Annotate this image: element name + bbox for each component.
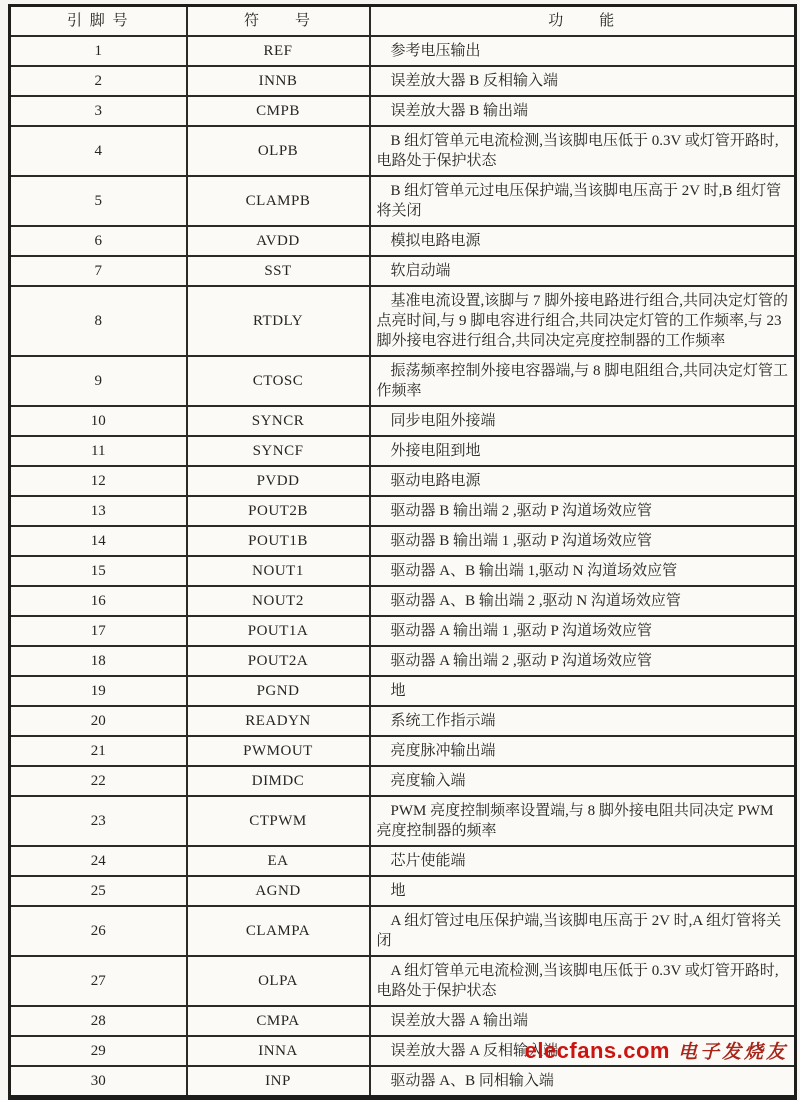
pin-number-cell: 16 — [10, 586, 187, 616]
table-row — [10, 956, 796, 1006]
pin-number-cell: 21 — [10, 736, 187, 766]
table-row — [10, 226, 796, 256]
table-row — [10, 406, 796, 436]
table-row — [10, 466, 796, 496]
pin-number-cell: 14 — [10, 526, 187, 556]
function-cell: 同步电阻外接端 — [370, 406, 796, 436]
pin-number-cell: 12 — [10, 466, 187, 496]
table-row — [10, 356, 796, 406]
table-row — [10, 526, 796, 556]
table-row — [10, 436, 796, 466]
table-row — [10, 796, 796, 846]
function-cell: 误差放大器 B 输出端 — [370, 96, 796, 126]
table-row — [10, 496, 796, 526]
table-row — [10, 286, 796, 356]
table-row — [10, 706, 796, 736]
pin-number-cell: 6 — [10, 226, 187, 256]
symbol-cell: PWMOUT — [187, 736, 370, 766]
function-cell: 芯片使能端 — [370, 846, 796, 876]
pin-number-cell: 24 — [10, 846, 187, 876]
function-cell: 驱动器 A、B 同相输入端 — [370, 1066, 796, 1098]
pin-number-cell: 9 — [10, 356, 187, 406]
table-row — [10, 846, 796, 876]
pin-number-cell: 26 — [10, 906, 187, 956]
pin-function-table — [8, 4, 797, 1100]
function-cell: PWM 亮度控制频率设置端,与 8 脚外接电阻共同决定 PWM 亮度控制器的频率 — [370, 796, 796, 846]
symbol-cell: INNA — [187, 1036, 370, 1066]
table-row — [10, 766, 796, 796]
function-cell: B 组灯管单元过电压保护端,当该脚电压高于 2V 时,B 组灯管将关闭 — [370, 176, 796, 226]
column-header-symbol: 符 号 — [187, 6, 370, 37]
function-cell: A 组灯管过电压保护端,当该脚电压高于 2V 时,A 组灯管将关闭 — [370, 906, 796, 956]
symbol-cell: AGND — [187, 876, 370, 906]
function-cell: A 组灯管单元电流检测,当该脚电压低于 0.3V 或灯管开路时,电路处于保护状态 — [370, 956, 796, 1006]
function-cell: 驱动器 A、B 输出端 1,驱动 N 沟道场效应管 — [370, 556, 796, 586]
symbol-cell: CLAMPA — [187, 906, 370, 956]
pin-number-cell: 3 — [10, 96, 187, 126]
column-header-pin-number: 引 脚 号 — [10, 6, 187, 37]
symbol-cell: CMPA — [187, 1006, 370, 1036]
pin-number-cell: 23 — [10, 796, 187, 846]
symbol-cell: DIMDC — [187, 766, 370, 796]
table-row — [10, 96, 796, 126]
function-cell: 模拟电路电源 — [370, 226, 796, 256]
symbol-cell: CTPWM — [187, 796, 370, 846]
pin-number-cell: 4 — [10, 126, 187, 176]
symbol-cell: SST — [187, 256, 370, 286]
table-row — [10, 36, 796, 66]
function-cell: 亮度脉冲输出端 — [370, 736, 796, 766]
symbol-cell: POUT2A — [187, 646, 370, 676]
pin-number-cell: 5 — [10, 176, 187, 226]
function-cell: 驱动器 A 输出端 2 ,驱动 P 沟道场效应管 — [370, 646, 796, 676]
symbol-cell: CMPB — [187, 96, 370, 126]
function-cell: 驱动器 A 输出端 1 ,驱动 P 沟道场效应管 — [370, 616, 796, 646]
elecfans-watermark — [525, 1037, 788, 1064]
function-cell: 误差放大器 A 输出端 — [370, 1006, 796, 1036]
pin-number-cell: 11 — [10, 436, 187, 466]
pin-number-cell: 22 — [10, 766, 187, 796]
function-cell: 振荡频率控制外接电容器端,与 8 脚电阻组合,共同决定灯管工作频率 — [370, 356, 796, 406]
symbol-cell: PVDD — [187, 466, 370, 496]
table-row — [10, 586, 796, 616]
table-row — [10, 256, 796, 286]
symbol-cell: POUT1A — [187, 616, 370, 646]
table-header — [10, 6, 796, 37]
table-row — [10, 1066, 796, 1098]
function-cell: 亮度输入端 — [370, 766, 796, 796]
pin-number-cell: 19 — [10, 676, 187, 706]
table-row — [10, 176, 796, 226]
table-row — [10, 876, 796, 906]
symbol-cell: OLPB — [187, 126, 370, 176]
table-row — [10, 646, 796, 676]
pin-number-cell: 28 — [10, 1006, 187, 1036]
table-row — [10, 126, 796, 176]
function-cell: 驱动器 A、B 输出端 2 ,驱动 N 沟道场效应管 — [370, 586, 796, 616]
function-cell: 软启动端 — [370, 256, 796, 286]
symbol-cell: READYN — [187, 706, 370, 736]
table-row — [10, 616, 796, 646]
symbol-cell: CLAMPB — [187, 176, 370, 226]
pin-number-cell: 10 — [10, 406, 187, 436]
pin-number-cell: 29 — [10, 1036, 187, 1066]
pin-number-cell: 7 — [10, 256, 187, 286]
function-cell: 误差放大器 B 反相输入端 — [370, 66, 796, 96]
pin-number-cell: 15 — [10, 556, 187, 586]
table-row — [10, 736, 796, 766]
table-row — [10, 676, 796, 706]
function-cell: 驱动器 B 输出端 2 ,驱动 P 沟道场效应管 — [370, 496, 796, 526]
symbol-cell: POUT1B — [187, 526, 370, 556]
table-header-row — [10, 6, 796, 37]
symbol-cell: AVDD — [187, 226, 370, 256]
function-cell: 系统工作指示端 — [370, 706, 796, 736]
table-row — [10, 1006, 796, 1036]
function-cell: 基准电流设置,该脚与 7 脚外接电路进行组合,共同决定灯管的点亮时间,与 9 脚电容进行组合,共同决定灯管的工作频率,与 23 脚外接电容进行组合,共同决定亮度控制器的工作频率 — [370, 286, 796, 356]
pin-number-cell: 25 — [10, 876, 187, 906]
table-row — [10, 66, 796, 96]
function-cell: 地 — [370, 676, 796, 706]
symbol-cell: SYNCF — [187, 436, 370, 466]
pin-number-cell: 17 — [10, 616, 187, 646]
function-cell: 参考电压输出 — [370, 36, 796, 66]
symbol-cell: POUT2B — [187, 496, 370, 526]
function-cell: 地 — [370, 876, 796, 906]
function-cell: 驱动器 B 输出端 1 ,驱动 P 沟道场效应管 — [370, 526, 796, 556]
table-row — [10, 906, 796, 956]
function-cell: 外接电阻到地 — [370, 436, 796, 466]
symbol-cell: NOUT1 — [187, 556, 370, 586]
symbol-cell: OLPA — [187, 956, 370, 1006]
column-header-function: 功 能 — [370, 6, 796, 37]
table-body — [10, 36, 796, 1098]
symbol-cell: REF — [187, 36, 370, 66]
pin-number-cell: 13 — [10, 496, 187, 526]
elecfans-logo: elecfans.com — [524, 1038, 670, 1063]
elecfans-tagline: 电子发烧友 — [677, 1042, 788, 1063]
symbol-cell: EA — [187, 846, 370, 876]
function-cell: B 组灯管单元电流检测,当该脚电压低于 0.3V 或灯管开路时,电路处于保护状态 — [370, 126, 796, 176]
pin-number-cell: 8 — [10, 286, 187, 356]
pin-number-cell: 1 — [10, 36, 187, 66]
pin-number-cell: 30 — [10, 1066, 187, 1098]
function-cell: 驱动电路电源 — [370, 466, 796, 496]
symbol-cell: SYNCR — [187, 406, 370, 436]
symbol-cell: CTOSC — [187, 356, 370, 406]
table-row — [10, 556, 796, 586]
symbol-cell: INP — [187, 1066, 370, 1098]
pin-number-cell: 2 — [10, 66, 187, 96]
symbol-cell: NOUT2 — [187, 586, 370, 616]
pin-number-cell: 18 — [10, 646, 187, 676]
symbol-cell: PGND — [187, 676, 370, 706]
pin-number-cell: 20 — [10, 706, 187, 736]
pin-number-cell: 27 — [10, 956, 187, 1006]
symbol-cell: RTDLY — [187, 286, 370, 356]
function-cell: 误差放大器 A 反相输入端 — [370, 1036, 796, 1066]
symbol-cell: INNB — [187, 66, 370, 96]
